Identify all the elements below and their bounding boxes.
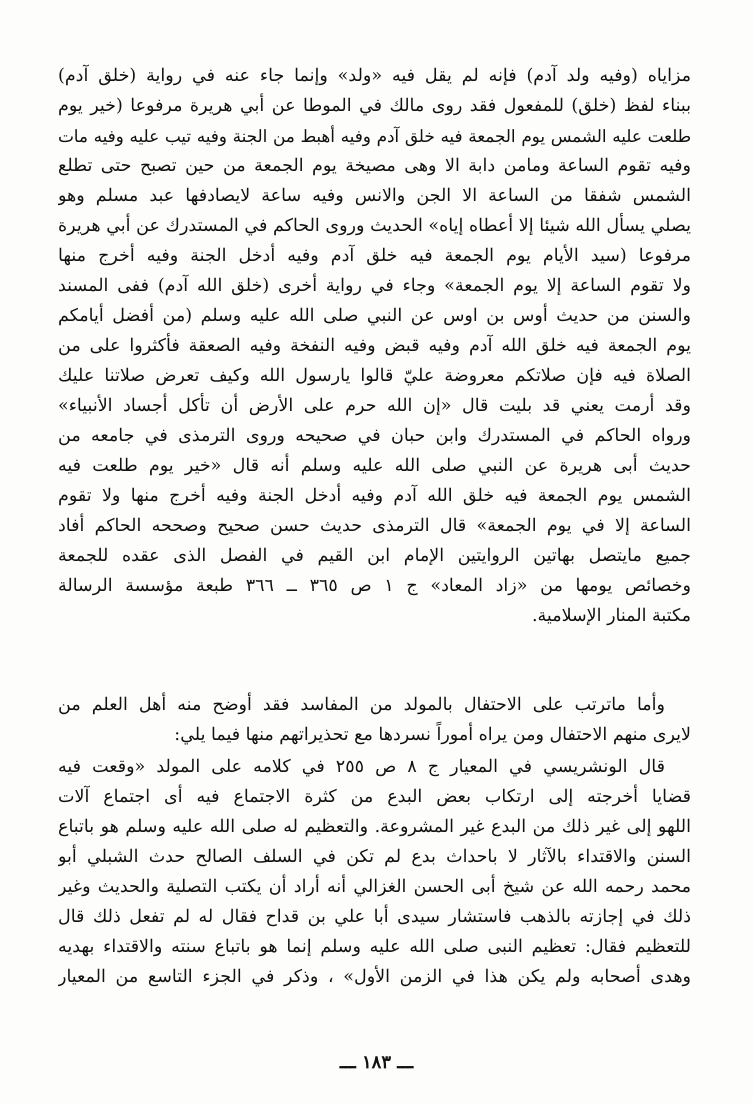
text-line: قضايا أخرجته إلى ارتكاب بعض البدع من كثرة الاجتماع فيه أى اجتماع آلات (58, 787, 691, 807)
paragraph-hadith-citations (58, 61, 691, 631)
text-line: اللهو إلى غير ذلك من البدع غير المشروعة. والتعظيم له صلى الله عليه وسلم هو باتباع (58, 817, 691, 837)
text-line: الشمس شفقا من الساعة الا الجن والانس وفيه ساعة لايصادفها عبد مسلم وهو (58, 186, 691, 206)
text-line: وفيه تقوم الساعة ومامن دابة الا وهى مصيخة يوم الجمعة من حين تصبح حتى تطلع (58, 156, 691, 176)
text-line: مكتبة المنار الإسلامية. (531, 606, 691, 626)
text-line: والسنن من حديث أوس بن اوس عن النبي صلى الله عليه وسلم (من أفضل أيامكم (58, 306, 691, 326)
text-line: وخصائص يومها من «زاد المعاد» ج ١ ص ٣٦٥ ــ ٣٦٦ طبعة مؤسسة الرسالة (58, 576, 691, 596)
text-line: ذلك في إجازته بالذهب فاستشار سيدى أبا علي بن قداح فقال له لم تفعل ذلك قال (58, 907, 691, 927)
paragraph-mawlid-harms (58, 690, 691, 750)
text-line: قال الونشريسي في المعيار ج ٨ ص ٢٥٥ في كلامه على المولد «وقعت فيه (58, 757, 665, 777)
paragraph-wansharisi-quote (58, 752, 691, 992)
text-line: طلعت عليه الشمس يوم الجمعة فيه خلق آدم وفيه أهبط من الجنة وفيه تيب عليه وفيه مات (58, 126, 691, 146)
text-line: ورواه الحاكم في المستدرك وابن حبان في صحيحه وروى الترمذى في جامعه من (58, 426, 691, 446)
page-number: ـــ ١٨٣ ـــ (339, 1052, 414, 1073)
text-line: ببناء لفظ (خلق) للمفعول فقد روى مالك في الموطا عن أبي هريرة مرفوعا (خير يوم (58, 96, 691, 116)
text-line: الصلاة فيه فإن صلاتكم معروضة عليّ قالوا يارسول الله وكيف تعرض صلاتنا عليك (58, 366, 691, 386)
text-line: وقد أرمت يعني قد بليت قال «إن الله حرم على الأرض أن تأكل أجساد الأنبياء» (58, 396, 691, 416)
text-line: الساعة إلا في يوم الجمعة» قال الترمذى حديث حسن صحيح وصححه الحاكم أفاد (58, 516, 691, 536)
text-line: حديث أبى هريرة عن النبي صلى الله عليه وسلم أنه قال «خير يوم طلعت فيه (58, 456, 691, 476)
text-line: للتعظيم فقال: تعظيم النبى صلى الله عليه وسلم إنما هو باتباع سنته والاقتداء بهديه (58, 937, 691, 957)
text-line: مزاياه (وفيه ولد آدم) فإنه لم يقل فيه «ولد» وإنما جاء عنه في رواية (خلق آدم) (58, 66, 691, 86)
text-line: لايرى منهم الاحتفال ومن يراه أموراً نسردها مع تحذيراتهم منها فيما يلي: (174, 725, 691, 745)
text-line: محمد رحمه الله عن شيخ أبى الحسن الغزالي أنه أراد أن يكتب التصلية والحديث وغير (58, 877, 691, 897)
text-line: وأما ماترتب على الاحتفال بالمولد من المفاسد فقد أوضح منه أهل العلم من (58, 695, 665, 715)
text-line: يوم الجمعة فيه خلق الله آدم وفيه قبض وفيه النفخة وفيه الصعقة فأكثروا على من (58, 336, 691, 356)
text-line: جميع مايتصل بهاتين الروايتين الإمام ابن القيم في الفصل الذى عقده للجمعة (58, 546, 691, 566)
text-line: مرفوعا (سيد الأيام يوم الجمعة فيه خلق آدم وفيه أدخل الجنة وفيه أخرج منها (58, 246, 691, 266)
text-line: وهدى أصحابه ولم يكن هذا في الزمن الأول» ، وذكر في الجزء التاسع من المعيار (58, 967, 691, 987)
text-line: السنن والاقتداء بالآثار لا باحداث بدع لم تكن في السلف الصالح حدث الشبلي أبو (58, 847, 691, 867)
text-line: يصلي يسأل الله شيئا إلا أعطاه إياه» الحديث وروى الحاكم في المستدرك عن أبي هريرة (58, 216, 691, 236)
text-line: الشمس يوم الجمعة فيه خلق الله آدم وفيه أدخل الجنة وفيه أخرج منها ولا تقوم (58, 486, 691, 506)
text-line: ولا تقوم الساعة إلا يوم الجمعة» وجاء في رواية أخرى (خلق الله آدم) ففى المسند (58, 276, 691, 296)
